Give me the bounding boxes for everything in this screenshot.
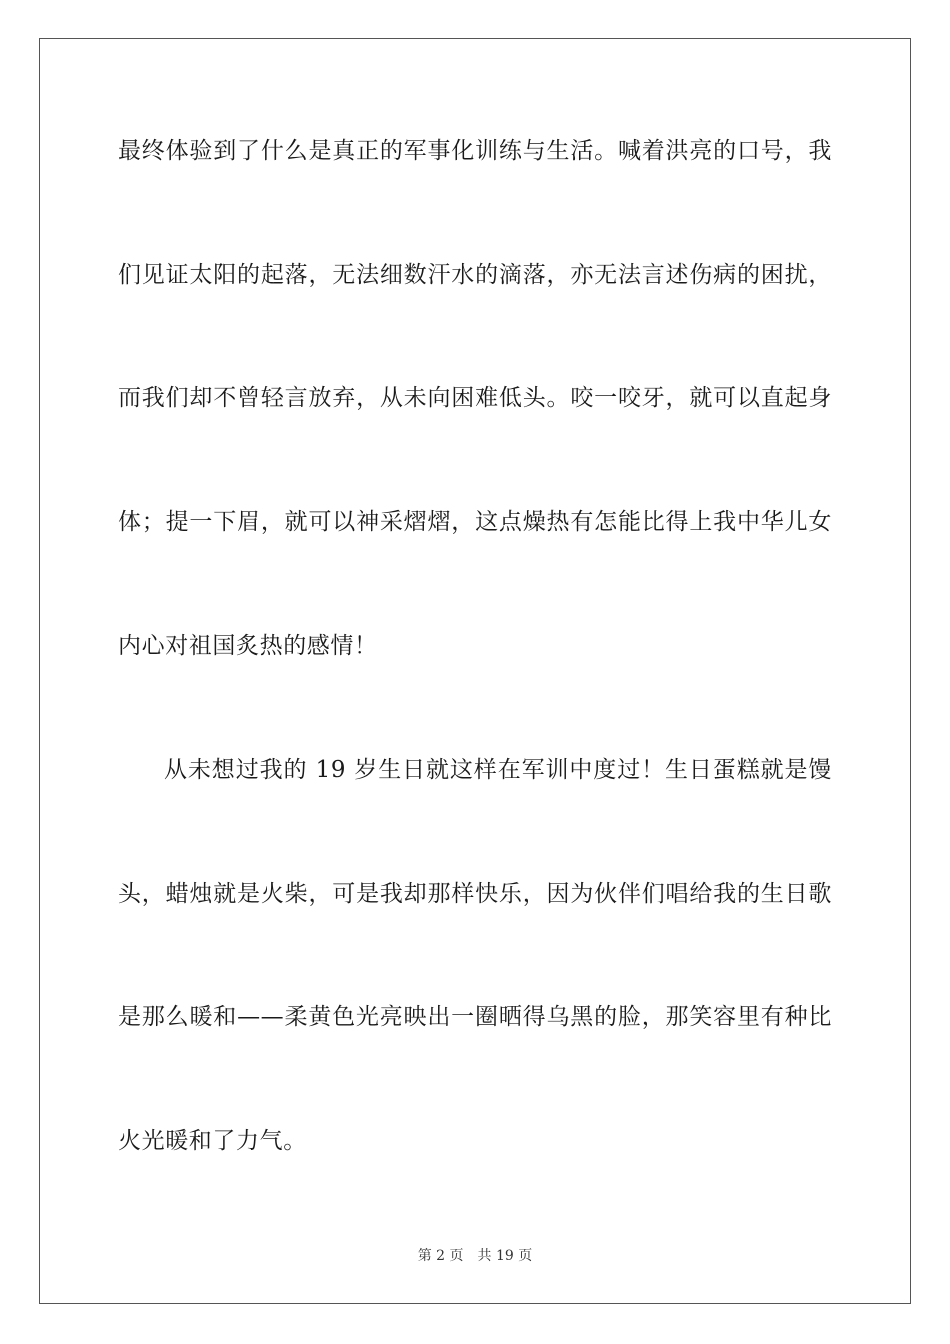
text-line-5: 内心对祖国炙热的感情！ (118, 633, 378, 659)
page-footer (0, 1247, 950, 1265)
text-line-7: 头，蜡烛就是火柴，可是我却那样快乐，因为伙伴们唱给我的生日歌 (118, 881, 832, 907)
text-line-6: 从未想过我的 19 岁生日就这样在军训中度过！生日蛋糕就是馒 (164, 757, 832, 783)
text-line-1: 最终体验到了什么是真正的军事化训练与生活。喊着洪亮的口号，我 (118, 138, 832, 164)
page-total: 共 19 页 (477, 1248, 533, 1264)
page-number: 第 2 页 (417, 1248, 464, 1264)
text-line-3: 而我们却不曾轻言放弃，从未向困难低头。咬一咬牙，就可以直起身 (118, 385, 832, 411)
text-line-4: 体；提一下眉，就可以神采熠熠，这点燥热有怎能比得上我中华儿女 (118, 509, 832, 535)
page-border (39, 38, 911, 1304)
text-line-2: 们见证太阳的起落，无法细数汗水的滴落，亦无法言述伤病的困扰， (118, 262, 832, 288)
text-line-8: 是那么暖和——柔黄色光亮映出一圈晒得乌黑的脸，那笑容里有种比 (118, 1004, 832, 1030)
text-line-9: 火光暖和了力气。 (118, 1128, 307, 1154)
